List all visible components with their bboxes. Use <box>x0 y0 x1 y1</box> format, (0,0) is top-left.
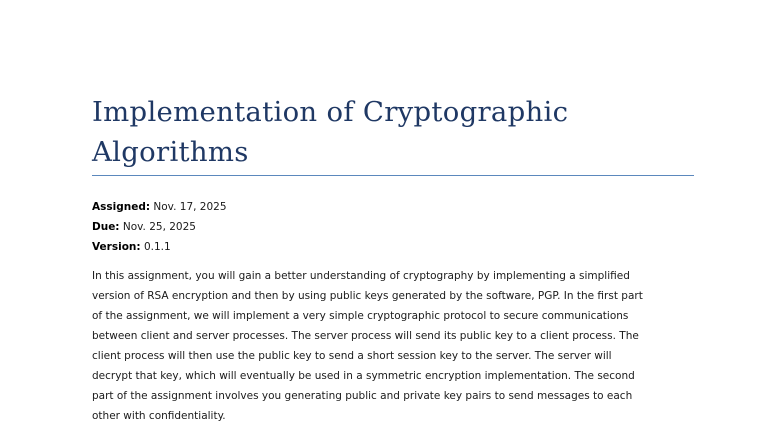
intro-line-5: client process will then use the public key to send a short session key to the server. The server will <box>92 350 612 362</box>
intro-line-7: part of the assignment involves you generating public and private key pairs to send messages to each <box>92 390 633 402</box>
intro-paragraph <box>92 266 692 426</box>
intro-line-3: of the assignment, we will implement a very simple cryptographic protocol to secure communications <box>92 310 629 322</box>
intro-line-8: other with confidentiality. <box>92 410 226 422</box>
title-underline-rule <box>92 175 694 176</box>
version-line <box>92 237 692 257</box>
intro-line-4: between client and server processes. The server process will send its public key to a client process. The <box>92 330 639 342</box>
document-title <box>92 92 692 172</box>
assigned-value: Nov. 17, 2025 <box>153 201 227 213</box>
assignment-meta <box>92 197 692 257</box>
intro-line-1: In this assignment, you will gain a better understanding of cryptography by implementing a simplified <box>92 270 630 282</box>
intro-line-6: decrypt that key, which will eventually be used in a symmetric encryption implementation. The second <box>92 370 635 382</box>
title-line-1: Implementation of Cryptographic <box>92 96 569 128</box>
assigned-line <box>92 197 692 217</box>
version-label: Version: <box>92 241 141 253</box>
title-line-2: Algorithms <box>92 136 249 168</box>
due-label: Due: <box>92 221 120 233</box>
due-value: Nov. 25, 2025 <box>122 221 196 233</box>
assigned-label: Assigned: <box>92 201 151 213</box>
version-value: 0.1.1 <box>143 241 171 253</box>
intro-line-2: version of RSA encryption and then by using public keys generated by the software, PGP. In the first part <box>92 290 643 302</box>
due-line <box>92 217 692 237</box>
